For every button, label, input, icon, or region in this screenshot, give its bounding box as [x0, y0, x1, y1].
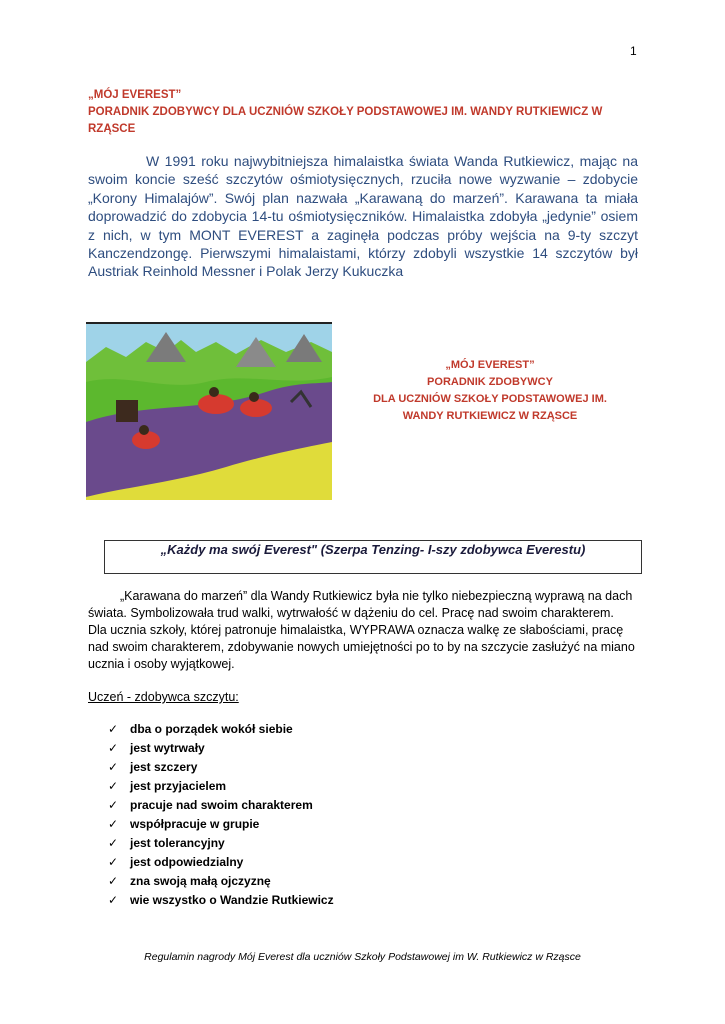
- header-title: „MÓJ EVEREST”: [88, 89, 182, 101]
- page-footer: Regulamin nagrody Mój Everest dla uczniów Szkoły Podstawowej im W. Rutkiewicz w Rząsce: [144, 951, 581, 963]
- checkmark-icon: ✓: [108, 798, 119, 812]
- list-item: ✓ wie wszystko o Wandzie Rutkiewicz: [108, 891, 334, 910]
- side-title-line-4: WANDY RUTKIEWICZ W RZĄSCE: [402, 410, 578, 422]
- header-subtitle: PORADNIK ZDOBYWCY DLA UCZNIÓW SZKOŁY PODSTAWOWEJ IM. WANDY RUTKIEWICZ W RZĄSCE: [88, 106, 603, 135]
- checkmark-icon: ✓: [108, 760, 119, 774]
- checklist-title: Uczeń - zdobywca szczytu:: [88, 690, 239, 704]
- list-item: ✓ pracuje nad swoim charakterem: [108, 796, 334, 815]
- side-title-line-3: DLA UCZNIÓW SZKOŁY PODSTAWOWEJ IM.: [373, 393, 607, 405]
- checkmark-icon: ✓: [108, 779, 119, 793]
- quote-text: „Każdy ma swój Everest" (Szerpa Tenzing- I-szy zdobywca Everestu): [160, 542, 586, 557]
- checkmark-icon: ✓: [108, 836, 119, 850]
- checkmark-icon: ✓: [108, 741, 119, 755]
- checkmark-icon: ✓: [108, 817, 119, 831]
- list-item: ✓ jest szczery: [108, 758, 334, 777]
- list-item: ✓ dba o porządek wokół siebie: [108, 720, 334, 739]
- list-item: ✓ jest odpowiedzialny: [108, 853, 334, 872]
- checklist: [108, 720, 334, 910]
- page-number: 1: [630, 44, 637, 58]
- list-item: ✓ zna swoją małą ojczyznę: [108, 872, 334, 891]
- body-paragraph: „Karawana do marzeń” dla Wandy Rutkiewicz była nie tylko niebezpieczną wyprawą na dach świata. Symbolizowała trud walki, wytrwałość w dążeniu do cel. Pracę nad swoim charakterem. Dla ucznia szkoły, której patronuje himalaistka, WYPRAWA oznacza walkę ze słabościami, pracę nad swoim charakterem, zdobywanie nowych umiejętności po to by na szczycie zasłużyć na miano ucznia i osoby wyjątkowej.: [88, 589, 635, 671]
- list-item: ✓ jest tolerancyjny: [108, 834, 334, 853]
- child-drawing-image: [86, 322, 332, 500]
- list-item: ✓ współpracuje w grupie: [108, 815, 334, 834]
- side-title-line-1: „MÓJ EVEREST”: [445, 359, 535, 371]
- list-item: ✓ jest wytrwały: [108, 739, 334, 758]
- list-item: ✓ jest przyjacielem: [108, 777, 334, 796]
- checkmark-icon: ✓: [108, 855, 119, 869]
- side-title-line-2: PORADNIK ZDOBYWCY: [427, 376, 553, 388]
- checkmark-icon: ✓: [108, 893, 119, 907]
- intro-paragraph: W 1991 roku najwybitniejsza himalaistka świata Wanda Rutkiewicz, mając na swoim koncie sześć szczytów ośmiotysięcznych, rzuciła nowe wyzwanie – zdobycie „Korony Himalajów”. Swój plan nazwała „Karawaną do marzeń”. Karawana ta miała doprowadzić do zdobycia 14-tu ośmiotysięczników. Himalaistka zdobyła „jedynie” osiem z nich, w tym MONT EVEREST a zaginęła podczas próby wejścia na 9-ty szczyt Kanczendzongę. Pierwszymi himalaistami, którzy zdobyli wszystkie 14 szczytów był Austriak Reinhold Messner i Polak Jerzy Kukuczka: [88, 153, 638, 280]
- checkmark-icon: ✓: [108, 874, 119, 888]
- checkmark-icon: ✓: [108, 722, 119, 736]
